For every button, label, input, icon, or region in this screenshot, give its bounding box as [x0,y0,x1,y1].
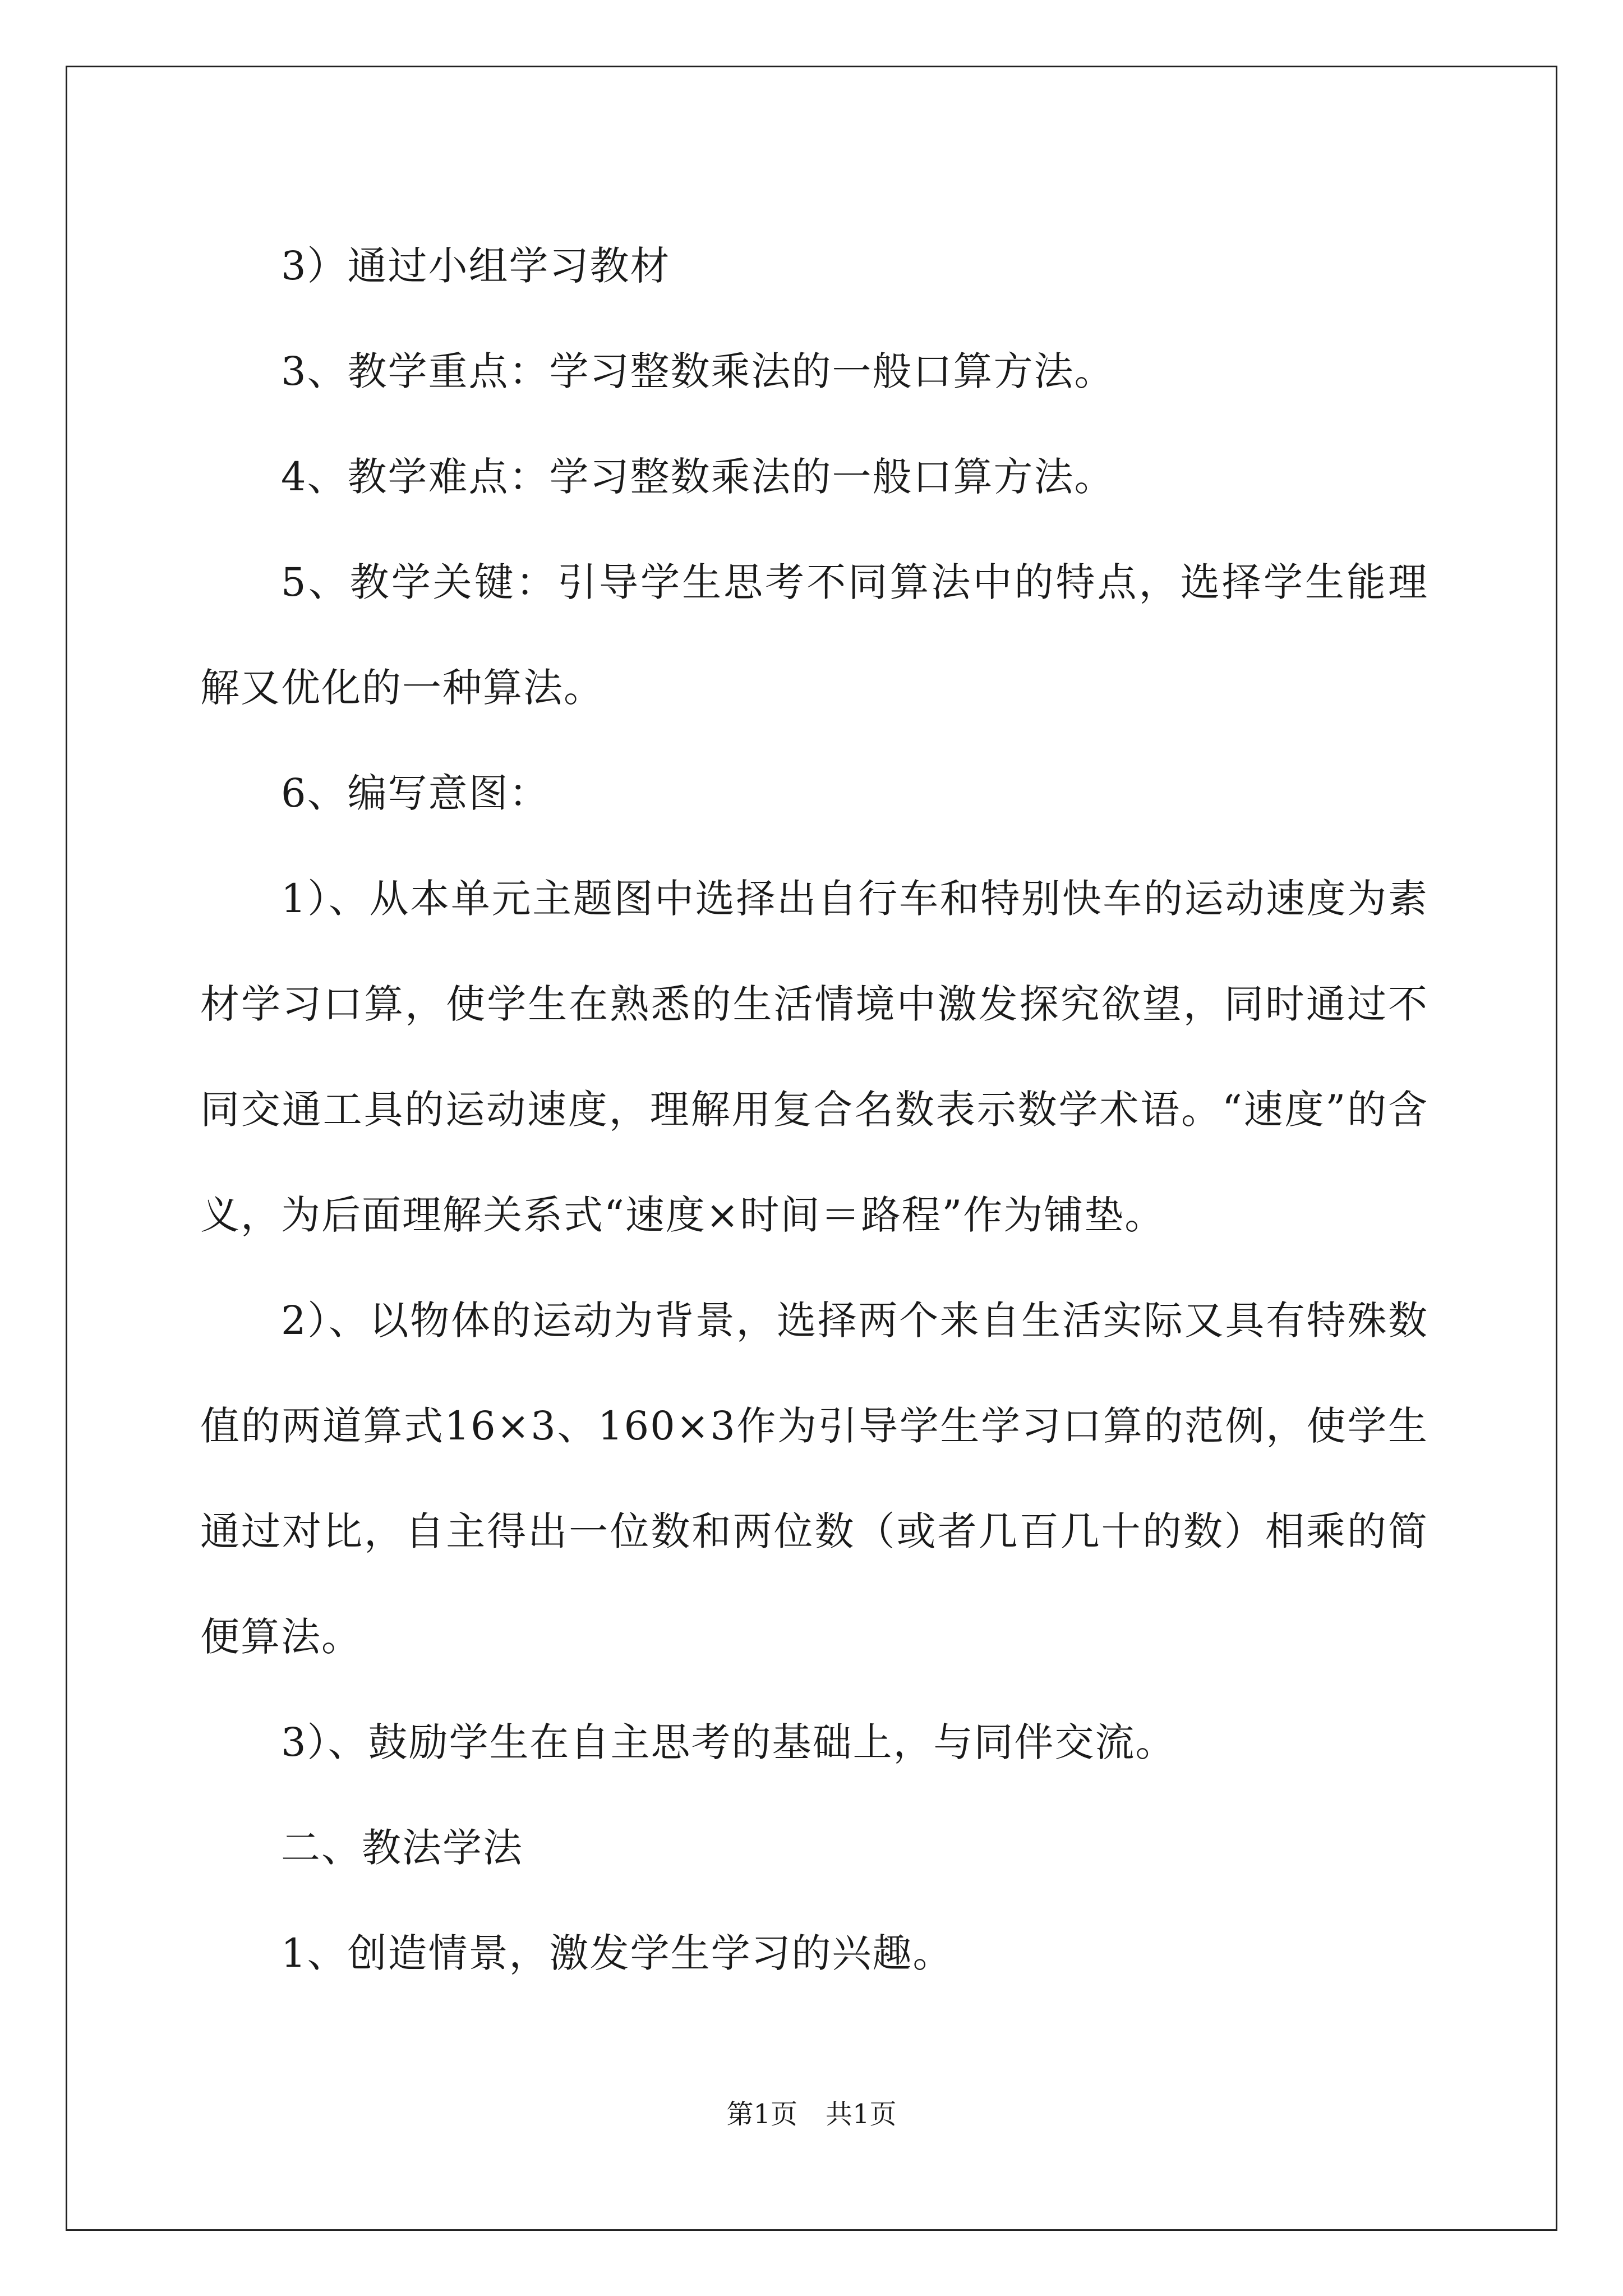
paragraph: 4、教学难点：学习整数乘法的一般口算方法。 [281,454,1115,500]
page-footer [0,2092,1623,2131]
page-number-current: 第1页 [726,2099,797,2130]
paragraph: 3、教学重点：学习整数乘法的一般口算方法。 [281,348,1115,394]
document-body [200,213,1428,2006]
section-heading: 二、教法学法 [281,1825,523,1871]
paragraph: 2）、以物体的运动为背景，选择两个来自生活实际又具有特殊数值的两道算式16×3、160×3作为引导学生学习口算的范例，使学生通过对比，自主得出一位数和两位数（或者几百几十的数）相乘的简便算法。 [200,1297,1428,1660]
paragraph: 1、创造情景，激发学生学习的兴趣。 [281,1930,953,1976]
paragraph: 1）、从本单元主题图中选择出自行车和特别快车的运动速度为素材学习口算，使学生在熟悉的生活情境中激发探究欲望，同时通过不同交通工具的运动速度，理解用复合名数表示数学术语。“速度”的含义，为后面理解关系式“速度×时间＝路程”作为铺垫。 [200,876,1428,1238]
paragraph: 3）通过小组学习教材 [281,243,671,289]
page-number-total: 共1页 [826,2099,897,2130]
paragraph: 3）、鼓励学生在自主思考的基础上，与同伴交流。 [281,1719,1176,1765]
paragraph: 5、教学关键：引导学生思考不同算法中的特点，选择学生能理解又优化的一种算法。 [200,559,1428,711]
paragraph: 6、编写意图： [281,770,550,816]
